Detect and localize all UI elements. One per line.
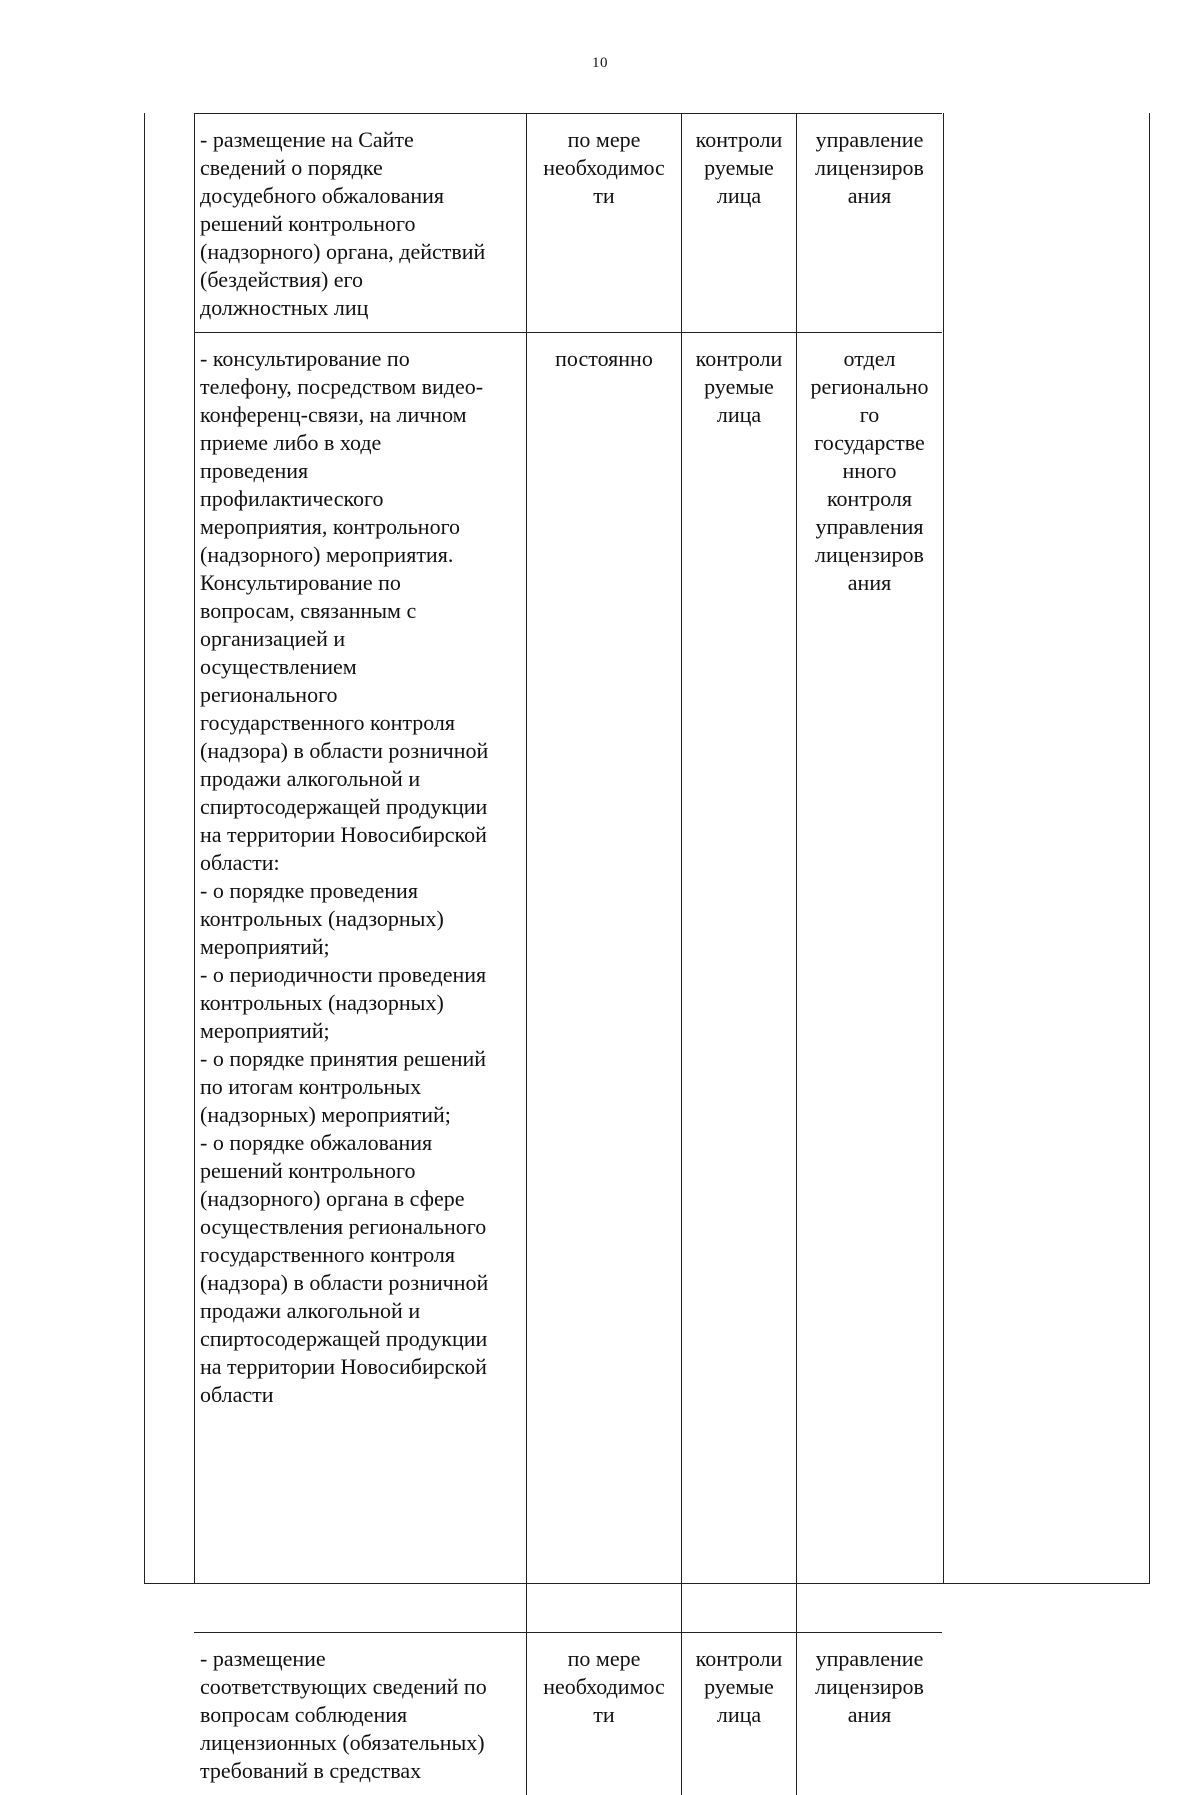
plan-table (194, 113, 942, 1793)
table-row (194, 333, 942, 1633)
subjects-cell: контроли руемые лица (682, 1633, 797, 1795)
page-number: 10 (592, 55, 608, 71)
event-cell: - размещение соответствующих сведений по вопросам соблюдения лицензионных (обязательных) требований в средствах (194, 1633, 527, 1795)
subjects-cell: контроли руемые лица (682, 333, 797, 1632)
right-column-divider (943, 113, 944, 1583)
table-row (194, 114, 942, 333)
term-cell: по мере необходимос ти (527, 114, 682, 332)
event-cell: - размещение на Сайте сведений о порядке досудебного обжалования решений контрольного (надзорного) органа, действий (бездействия) его должностных лиц (194, 114, 527, 332)
table-row (194, 1633, 942, 1793)
event-cell: - консультирование по телефону, посредством видео- конференц-связи, на личном приеме либо в ходе проведения профилактического мероприятия, контрольного (надзорного) мероприятия. Консультирование по вопросам, связанным с организацией и осуществлением регионального государственного контроля (надзора) в области розничной продажи алкогольной и спиртосодержащей продукции на территории Новосибирской области: - о порядке проведения контрольных (надзорных) мероприятий; - о периодичности проведения контрольных (надзорных) мероприятий; - о порядке принятия решений по итогам контрольных (надзорных) мероприятий; - о порядке обжалования решений контрольного (надзорного) органа в сфере осуществления регионального государственного контроля (надзора) в области розничной продажи алкогольной и спиртосодержащей продукции на территории Новосибирской области (194, 333, 527, 1632)
responsible-cell: управление лицензиров ания (815, 127, 924, 208)
subjects-cell: контроли руемые лица (682, 114, 797, 332)
responsible-cell: отдел регионально го государстве нного контроля управления лицензиров ания (810, 346, 929, 595)
responsible-cell: управление лицензиров ания (815, 1646, 924, 1727)
term-cell: по мере необходимос ти (527, 1633, 682, 1795)
term-cell: постоянно (527, 333, 682, 1632)
